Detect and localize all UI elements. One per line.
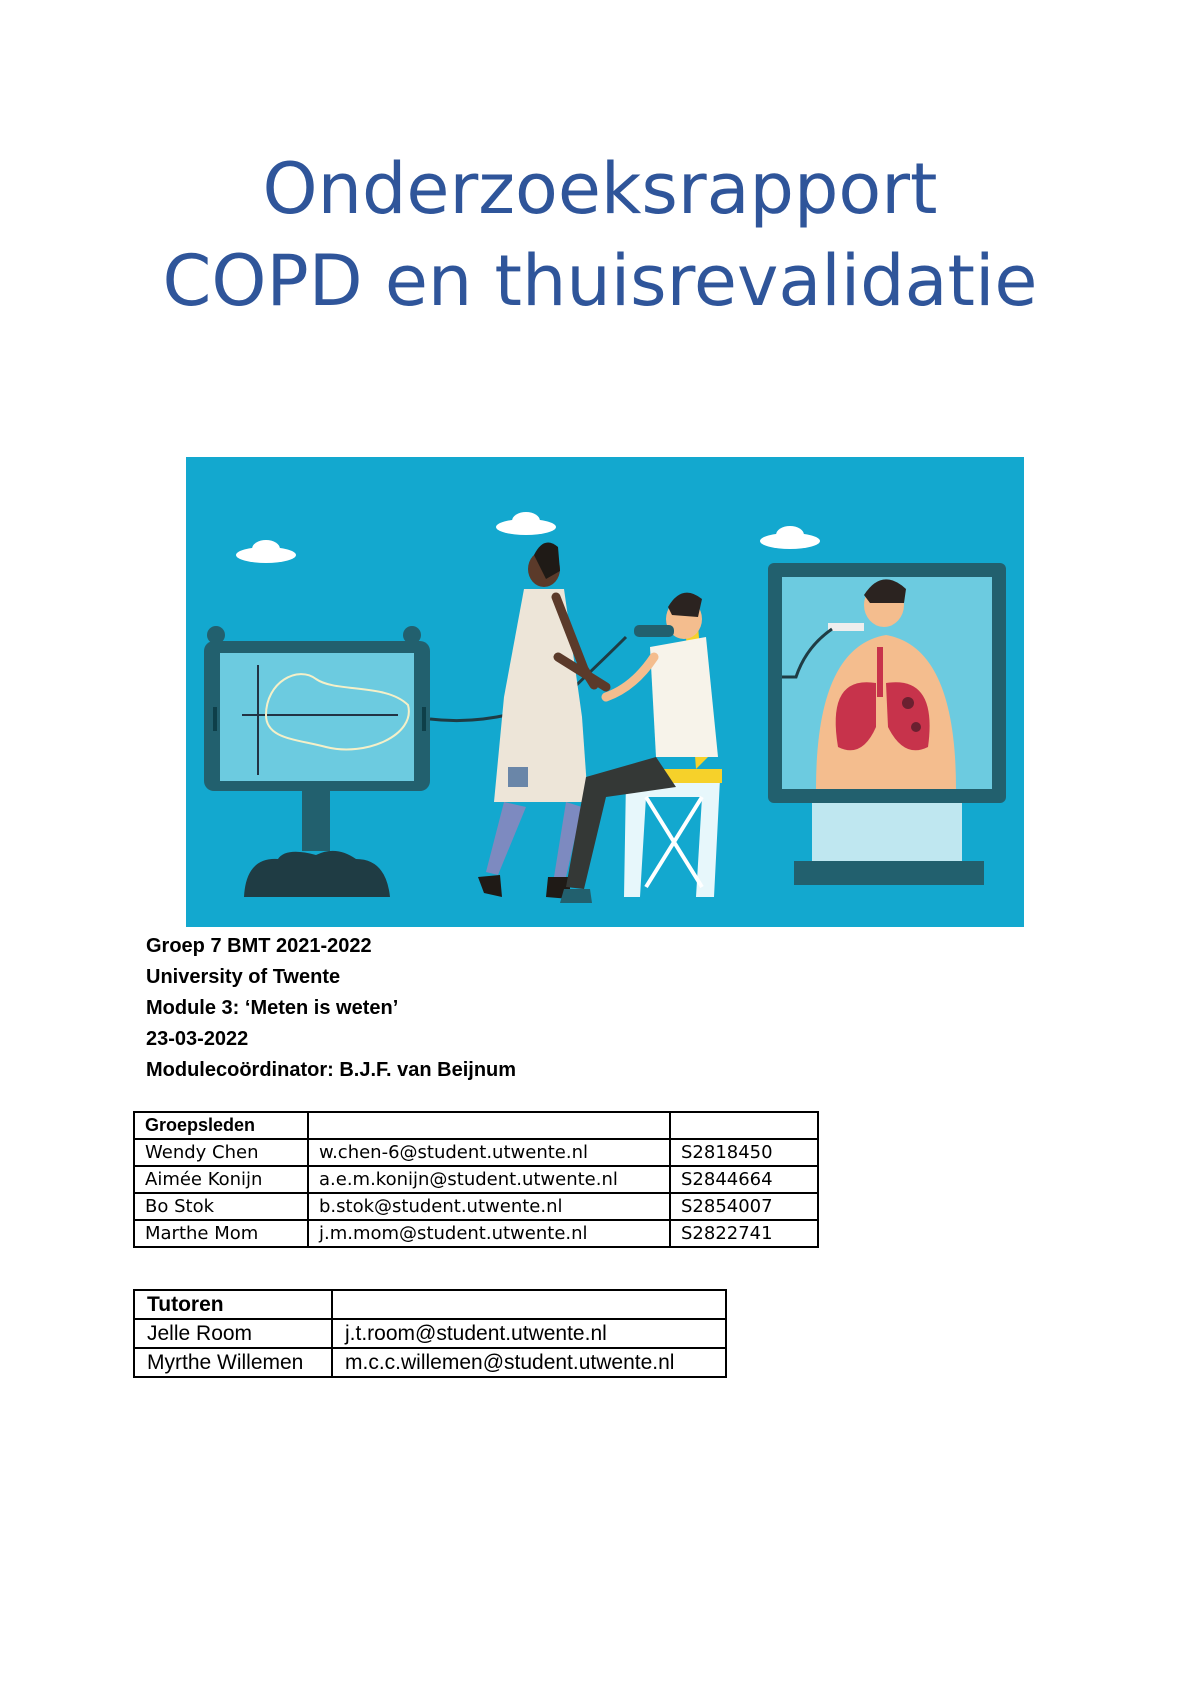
tutor-name: Myrthe Willemen [134, 1348, 332, 1377]
table-header-cell: Tutoren [134, 1290, 332, 1319]
university-label: University of Twente [146, 966, 341, 988]
member-student-number: S2822741 [670, 1220, 818, 1247]
table-row [134, 1348, 726, 1377]
member-email: b.stok@student.utwente.nl [308, 1193, 670, 1220]
member-email: a.e.m.konijn@student.utwente.nl [308, 1166, 670, 1193]
table-header-cell [332, 1290, 726, 1319]
report-title-line-2: COPD en thuisrevalidatie [162, 240, 1038, 322]
member-email: w.chen-6@student.utwente.nl [308, 1139, 670, 1166]
table-row [134, 1139, 818, 1166]
table-row [134, 1220, 818, 1247]
date-label: 23-03-2022 [146, 1028, 249, 1050]
tutor-email: j.t.room@student.utwente.nl [332, 1319, 726, 1348]
module-label: Module 3: ‘Meten is weten’ [146, 997, 399, 1019]
group-label: Groep 7 BMT 2021-2022 [146, 935, 372, 957]
tutors-table [133, 1289, 727, 1378]
table-header-cell: Groepsleden [134, 1112, 308, 1139]
tutor-email: m.c.c.willemen@student.utwente.nl [332, 1348, 726, 1377]
group-members-table [133, 1111, 819, 1248]
member-name: Bo Stok [134, 1193, 308, 1220]
table-header-cell [308, 1112, 670, 1139]
report-title-line-1: Onderzoeksrapport [262, 148, 938, 230]
member-name: Aimée Konijn [134, 1166, 308, 1193]
member-student-number: S2818450 [670, 1139, 818, 1166]
member-student-number: S2844664 [670, 1166, 818, 1193]
table-header-row [134, 1112, 818, 1139]
table-header-row [134, 1290, 726, 1319]
member-student-number: S2854007 [670, 1193, 818, 1220]
member-email: j.m.mom@student.utwente.nl [308, 1220, 670, 1247]
member-name: Marthe Mom [134, 1220, 308, 1247]
spirometry-illustration-icon [186, 457, 1024, 927]
table-row [134, 1193, 818, 1220]
coordinator-label: Modulecoördinator: B.J.F. van Beijnum [146, 1059, 517, 1081]
table-row [134, 1166, 818, 1193]
table-header-cell [670, 1112, 818, 1139]
tutor-name: Jelle Room [134, 1319, 332, 1348]
table-row [134, 1319, 726, 1348]
member-name: Wendy Chen [134, 1139, 308, 1166]
